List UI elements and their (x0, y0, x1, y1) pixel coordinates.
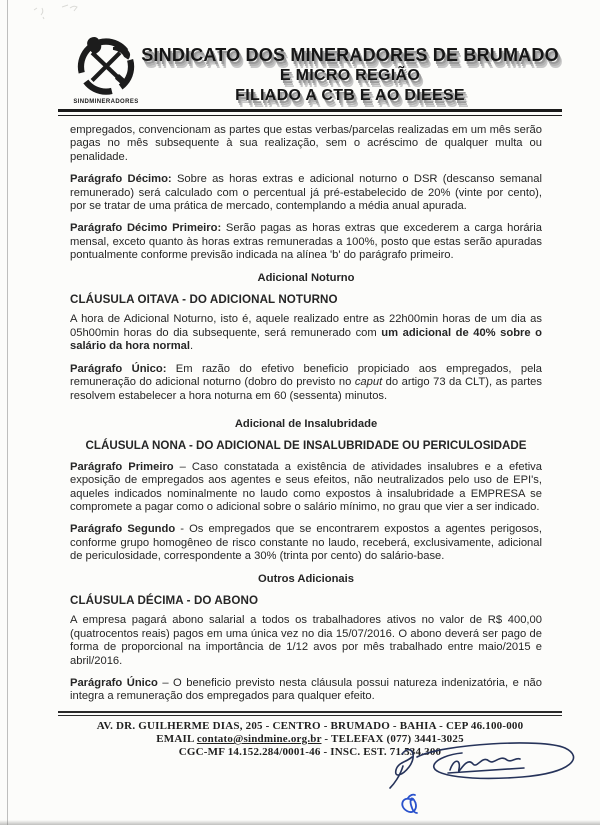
section-heading-adicional-insalubridade: Adicional de Insalubridade (234, 417, 378, 430)
paragrafo-segundo: Parágrafo Segundo - Os empregados que se encontrarem expostos a agentes perigosos, conforme grupo homogêneo de risco constante no laudo, receberá, exclusivamente, adicional de periculosidade, correspondente a 30% (trinta por cento) do salário-base. (70, 523, 542, 563)
clausula-decima-heading: CLÁUSULA DÉCIMA - DO ABONO (70, 593, 259, 607)
section-heading-outros-adicionais: Outros Adicionais (258, 572, 354, 585)
signature-initial-mark (402, 795, 417, 813)
section-heading-adicional-noturno: Adicional Noturno (257, 271, 355, 284)
paragrafo-decimo-primeiro: Parágrafo Décimo Primeiro: Serão pagas as horas extras que excederem a carga horária mensal, exceto quanto às horas extras remuneradas a 100%, posto que estas serão apuradas pontualmente conforme previsão indicada na alínea 'b' do parágrafo primeiro. (70, 222, 542, 262)
header-divider (58, 109, 562, 116)
intro-paragraph: empregados, convencionam as partes que estas verbas/parcelas realizadas em um mês serão pagas no mês subsequente à sua realização, sem o acréscimo de qualquer multa ou penalidade. (70, 124, 542, 163)
clausula-oitava-text: A hora de Adicional Noturno, isto é, aquele realizado entre as 22h00min horas de um dia as 05h00min horas do dia subsequente, será remunerado com um adicional de 40% sobre o salário da hora normal. (70, 313, 543, 353)
letterhead (0, 0, 600, 120)
footer-registration-line: CGC-MF 14.152.284/0001-46 - INSC. EST. 71.534.300 (178, 746, 442, 758)
logo-caption: SINDMINERADORES (73, 99, 139, 105)
paragrafo-decimo: Parágrafo Décimo: Sobre as horas extras e adicional noturno o DSR (descanso semanal remunerado) será calculado com o percentual já pré-estabelecido de 20% (vinte por cento), por se tratar de uma prática de mercado, contemplando a média anual apurada. (70, 173, 542, 213)
clausula-oitava-heading: CLÁUSULA OITAVA - DO ADICIONAL NOTURNO (70, 293, 338, 307)
letterhead-footer (58, 711, 562, 759)
title-line-1: SINDICATO DOS MINERADORES DE BRUMADO (141, 45, 559, 65)
crossed-pickaxe-shovel-icon (71, 36, 141, 100)
clausula-nona-heading: CLÁUSULA NONA - DO ADICIONAL DE INSALUBRIDADE OU PERICULOSIDADE (85, 439, 527, 453)
title-line-2: E MICRO REGIÃO (279, 67, 421, 85)
email-address: contato@sindmine.org.br (196, 733, 322, 745)
title-line-3: FILIADO A CTB E AO DIEESE (235, 86, 465, 104)
union-title (138, 46, 562, 104)
paragrafo-primeiro: Parágrafo Primeiro – Caso constatada a existência de atividades insalubres e a efetiva exposição de empregados aos agentes e seus efeitos, não neutralizados pelo uso de EPI's, aqueles indicados nominalmente no laudo como expostos à insalubridade a EMPRESA se compromete a pagar como o adicional sobre o salário mínimo, no grau que vier a ser indicado. (70, 460, 542, 513)
clausula-decima-text: A empresa pagará abono salarial a todos os trabalhadores ativos no valor de R$ 400,00 (quatrocentos reais) pagos em uma única vez no dia 15/07/2016. O abono deverá ser pago de forma de proporcional na importância de 1/12 avos por mês trabalhado entre maio/2015 e abril/2016. (70, 614, 542, 667)
footer-contact-line: EMAIL contato@sindmine.org.br - TELEFAX (077) 3441-3025 (156, 733, 464, 745)
footer-divider (58, 711, 562, 716)
paragrafo-unico-decima: Parágrafo Único – O beneficio previsto nesta cláusula possui natureza indenizatória, e não integra a remuneração dos empregados para qualquer efeito. (70, 677, 542, 703)
scan-edge-artifact (7, 0, 8, 825)
document-body (70, 124, 542, 713)
paragrafo-unico-oitava: Parágrafo Único: Em razão do efetivo beneficio propiciado aos empregados, pela remuneração do adicional noturno (dobro do previsto no caput do artigo 73 da CLT), as partes resolvem estabelecer a hora noturna em 60 (sessenta) minutos. (70, 362, 542, 402)
footer-address-line: AV. DR. GUILHERME DIAS, 205 - CENTRO - BRUMADO - BAHIA - CEP 46.100-000 (96, 720, 524, 732)
scan-shadow-artifact (0, 820, 600, 825)
